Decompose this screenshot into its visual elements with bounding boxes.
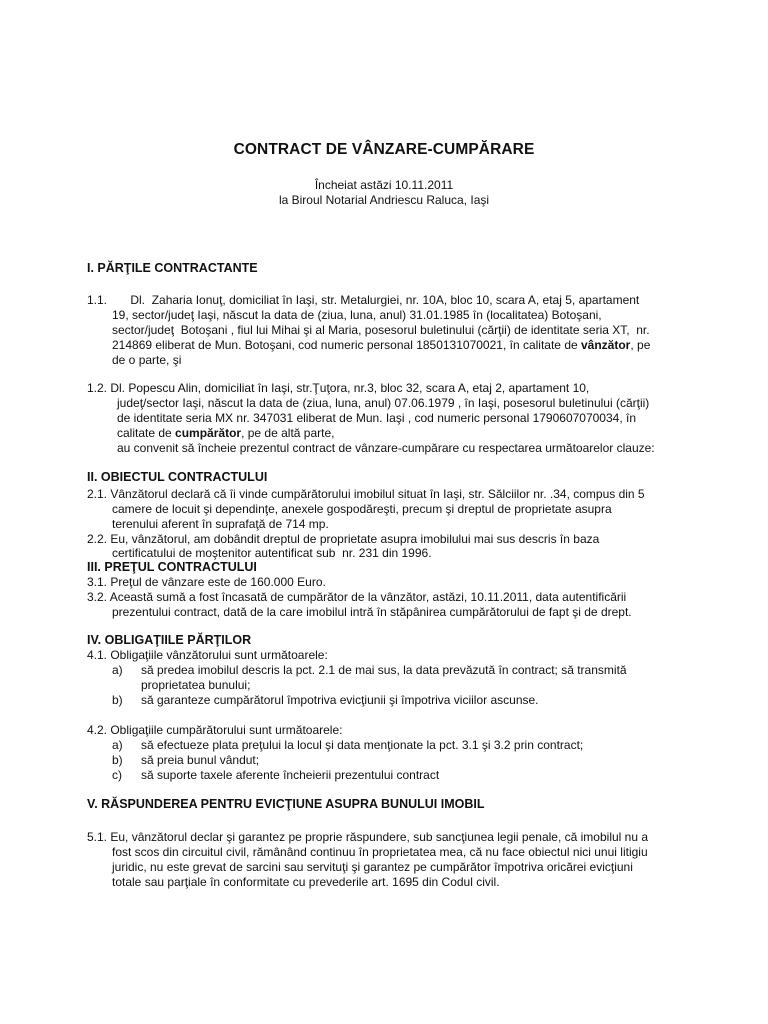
clause-5-line: totale sau parţiale în conformitate cu prevederile art. 1695 din Codul civil. — [112, 875, 500, 889]
clause-1-2-line: de identitate seria MX nr. 347031 eliberat de Mun. Iaşi , cod numeric personal 1790607070034, în — [117, 411, 637, 425]
clause-1-1-line: sector/judeţ Botoşani , fiul lui Mihai şi al Maria, posesorul buletinului (cărţii) de identitate seria XT, nr. — [112, 323, 650, 337]
clause-4-2-line: să efectueze plata preţului la locul şi data menţionate la pct. 3.1 şi 3.2 prin contract; — [141, 738, 584, 752]
clause-1-1-line: de o parte, şi — [112, 353, 182, 367]
clause-2-line: 2.1. Vânzătorul declară că îi vinde cumpărătorului imobilul situat în Iaşi, str. Sălciilor nr. .34, compus din 5 — [87, 487, 645, 501]
clause-1-1-line — [112, 338, 650, 353]
section-heading-obligations: IV. OBLIGAŢIILE PĂRŢILOR — [87, 633, 252, 647]
clause-1-2-text: calitate de — [117, 426, 176, 440]
clause-4-1-line: 4.1. Obligaţiile vânzătorului sunt următoarele: — [87, 648, 328, 662]
clause-3-line: 3.2. Această sumă a fost încasată de cumpărător de la vânzător, astăzi, 10.11.2011, data autentificării — [87, 590, 627, 604]
clause-2-line: terenului aferent în suprafaţă de 714 mp. — [112, 517, 329, 531]
document-title: CONTRACT DE VÂNZARE-CUMPĂRARE — [233, 141, 535, 158]
document-notary-line: la Biroul Notarial Andriescu Raluca, Iaşi — [278, 193, 490, 207]
clause-4-2-line: să suporte taxele aferente încheierii prezentului contract — [141, 768, 440, 782]
clause-4-1-line: să garanteze cumpărătorul împotriva evicţiunii şi împotriva viciilor ascunse. — [141, 693, 539, 707]
list-marker: c) — [112, 768, 122, 782]
clause-4-1-line: proprietatea bunului; — [141, 678, 251, 692]
section-heading-eviction: V. RĂSPUNDEREA PENTRU EVICŢIUNE ASUPRA BUNULUI IMOBIL — [87, 797, 485, 811]
list-marker: b) — [112, 693, 123, 707]
clause-1-2-line: 1.2. Dl. Popescu Alin, domiciliat în Iaşi, str.Ţuţora, nr.3, bloc 32, scara A, etaj 2, apartament 10, — [87, 381, 590, 395]
clause-5-line: 5.1. Eu, vânzătorul declar şi garantez pe proprie răspundere, sub sancţiunea legii penale, că imobilul nu a — [87, 830, 649, 844]
clause-1-2-line — [117, 426, 334, 441]
list-marker: b) — [112, 753, 123, 767]
clause-1-1-line: 19, sector/judeţ Iaşi, născut la data de (ziua, luna, anul) 31.01.1985 în (localitatea) Botoşani, — [112, 308, 602, 322]
document-date-line: Încheiat astăzi 10.11.2011 — [314, 178, 454, 192]
clause-3-line: 3.1. Preţul de vânzare este de 160.000 Euro. — [87, 575, 326, 589]
clause-1-1-line: 1.1. Dl. Zaharia Ionuţ, domiciliat în Iaşi, str. Metalurgiei, nr. 10A, bloc 10, scara A, etaj 5, apartament — [87, 293, 640, 307]
section-heading-object: II. OBIECTUL CONTRACTULUI — [87, 470, 268, 484]
clause-4-1-line: să predea imobilul descris la pct. 2.1 de mai sus, la data prevăzută în contract; să transmită — [141, 663, 627, 677]
clause-4-2-line: să preia bunul vândut; — [141, 753, 260, 767]
clause-2-line: certificatului de moştenitor autentificat sub nr. 231 din 1996. — [112, 546, 432, 560]
clause-1-2-text: , pe de altă parte, — [241, 426, 335, 440]
clause-2-line: 2.2. Eu, vânzătorul, am dobândit dreptul de proprietate asupra imobilului mai sus descris în baza — [87, 532, 600, 546]
section-heading-parties: I. PĂRŢILE CONTRACTANTE — [87, 261, 258, 275]
clause-4-2-line: 4.2. Obligaţiile cumpărătorului sunt următoarele: — [87, 723, 343, 737]
seller-role: vânzător — [581, 338, 631, 352]
clause-1-1-text: 214869 eliberat de Mun. Botoşani, cod numeric personal 1850131070021, în calitate de — [112, 338, 581, 352]
list-marker: a) — [112, 663, 123, 677]
list-marker: a) — [112, 738, 123, 752]
clause-5-line: juridic, nu este grevat de sarcini sau servituţi şi garantez pe cumpărător împotriva oricărei evicţiuni — [112, 860, 633, 874]
clause-1-1-text: , pe — [630, 338, 651, 352]
clause-5-line: fost scos din circuitul civil, rămânând continuu în proprietatea mea, că nu face obiectul nici unui litigiu — [112, 845, 648, 859]
clause-3-line: prezentului contract, dată de la care imobilul intră în stăpânirea cumpărătorului de fapt şi de drept. — [112, 605, 632, 619]
section-heading-price: III. PREŢUL CONTRACTULUI — [87, 560, 257, 574]
clause-1-2-line: judeţ/sector Iaşi, născut la data de (ziua, luna, anul) 07.06.1979 , în Iaşi, posesorul buletinului (cărţii) — [117, 396, 650, 410]
clause-1-2-line: au convenit să încheie prezentul contract de vânzare-cumpărare cu respectarea următoarelor clauze: — [117, 441, 655, 455]
clause-2-line: camere de locuit şi dependinţe, anexele gospodăreşti, precum şi dreptul de proprietate asupra — [112, 502, 612, 516]
buyer-role: cumpărător — [175, 426, 242, 440]
